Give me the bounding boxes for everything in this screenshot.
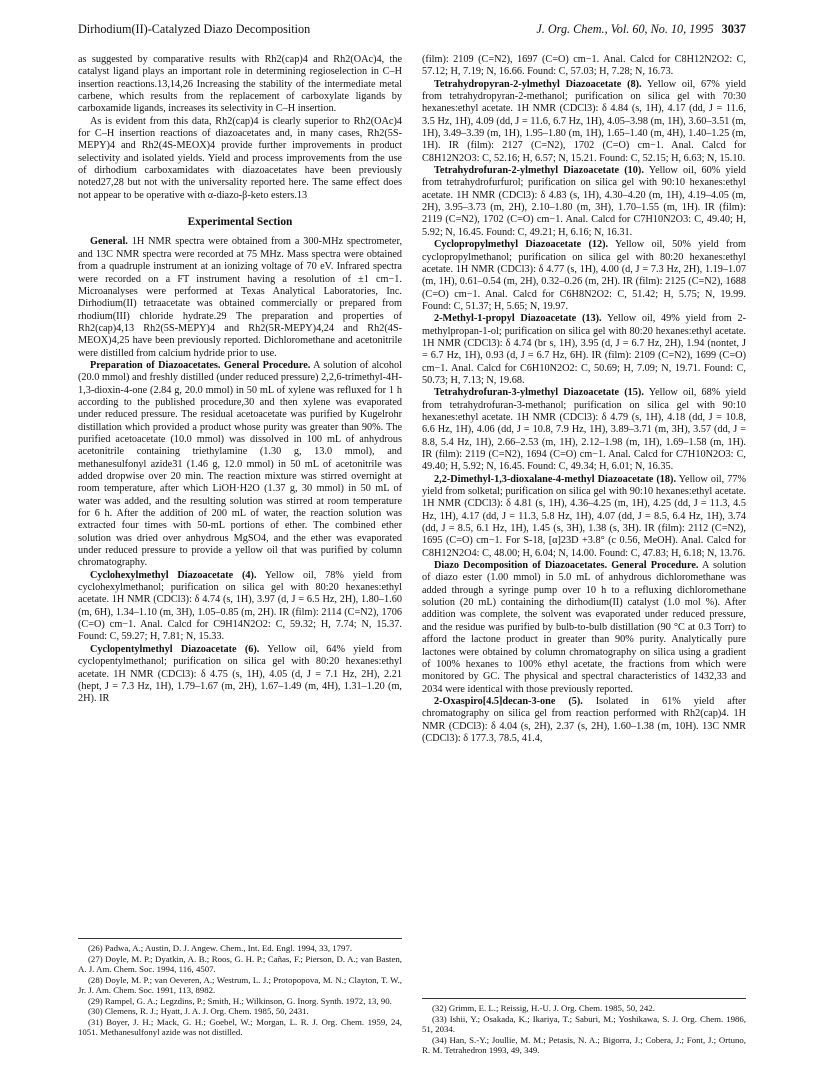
page-number: 3037 (721, 22, 746, 36)
running-header (78, 22, 746, 40)
thf2-text: Yellow oil, 60% yield from tetrahydrofurfurol; purification on silica gel with 90:10 hexanes:ethyl acetate. 1H NMR (CDCl3): δ 4.83 (s, 1H), 4.30–4.20 (m, 1H), 4.19–4.05 (m, 2H), 3.95–3.73 (m, 2H), 2.10–1.80 (m, 3H), 1.70–1.55 (m, 1H). IR (film): 2119 (C=N2), 1702 (C=O) cm−1. Anal. Calcd for C7H10N2O3: C, 49.40; H, 5.92; N, 16.45. Found: C, 49.21; H, 6.16; N, 16.31. (422, 165, 746, 238)
cyclohexyl-paragraph (78, 570, 402, 644)
footnote-33: (33) Ishii, Y.; Osakada, K.; Ikariya, T.; Saburi, M.; Yoshikawa, S. J. Org. Chem. 1986, 51, 2034. (422, 1013, 746, 1034)
intro-paragraph-2: As is evident from this data, Rh2(cap)4 is clearly superior to Rh2(OAc)4 for C–H insertion reactions of diazoacetates and, in many cases, Rh2(5S-MEPY)4 and Rh2(4S-MEOX)4 provide further improvements in product selectivity and isolated yields. Yield and process improvements from the use of dirhodium carboxamidates with diazoacetates have been previously noted27,28 but not with the universality reported here. The same effect does not appear to be operative with α-diazo-β-keto esters.13 (78, 115, 402, 201)
cyclopentyl-paragraph (78, 644, 402, 706)
cyclopentyl-text: Yellow oil, 64% yield from cyclopentylmethanol; purification on silica gel with 80:20 hexanes:ethyl acetate. 1H NMR (CDCl3): δ 4.75 (s, 1H), 4.05 (d, J = 7.1 Hz, 2H), 2.21 (hept, J = 7.3 Hz, 1H), 1.79–1.67 (m, 2H), 1.67–1.49 (m, 4H), 1.31–1.20 (m, 2H). IR (78, 643, 402, 705)
footnote-29: (29) Rampel, G. A.; Legzdins, P.; Smith, H.; Wilkinson, G. Inorg. Synth. 1972, 13, 90. (88, 995, 392, 1006)
dioxolane-paragraph (422, 474, 746, 560)
decomposition-text: A solution of diazo ester (1.00 mmol) in 5.0 mL of anhydrous dichloromethane was added through a syringe pump over 10 h to a refluxing dichloromethane solution (20 mL) containing the dirhodium(II) catalyst (1.0 mol %). After addition was complete, the solvent was evaporated under reduced pressure, and the residue was purified by bulb-to-bulb distillation (90 °C at 0.3 Torr) to afford the lactone product in greater than 90% purity. Analytically pure lactones were obtained by column chromatography on silica using a gradient of 100% hexanes to 100% ethyl acetate, the fractions from which were monitored by GC. The physical and spectral characteristics of 1432,33 and 2034 were identical with those previously reported. (422, 560, 747, 695)
thp-heading: Tetrahydropyran-2-ylmethyl Diazoacetate (8). (434, 78, 642, 90)
right-column (422, 54, 746, 745)
dioxolane-text: Yellow oil, 77% yield from solketal; purification on silica gel with 90:10 hexanes:ethyl acetate. 1H NMR (CDCl3): δ 4.81 (s, 1H), 4.36–4.25 (m, 1H), 4.25 (dd, J = 11.3, 4.5 Hz, 1H), 4.17 (dd, J = 11.3, 5.8 Hz, 1H), 4.07 (dd, J = 8.5, 6.4 Hz, 1H), 3.74 (dd, J = 8.5, 6.1 Hz, 1H), 1.45 (s, 3H), 1.38 (s, 3H). IR (film): 2112 (C=N2), 1695 (C=O) cm−1. For S-18, [α]23D +3.8° (c 0.56, MeOH). Anal. Calcd for C8H12N2O4: C, 48.00; H, 6.04; N, 14.00. Found: C, 47.83; H, 6.18; N, 13.76. (422, 473, 747, 559)
footnote-32: (32) Grimm, E. L.; Reissig, H.-U. J. Org. Chem. 1985, 50, 242. (432, 1003, 655, 1013)
cyclopropyl-text: Yellow oil, 50% yield from cyclopropylmethanol; purification on silica gel with 80:20 hexanes:ethyl acetate. 1H NMR (CDCl3): δ 4.77 (s, 1H), 4.00 (d, J = 7.3 Hz, 2H), 1.19–1.07 (m, 1H), 0.61–0.54 (m, 2H), 0.32–0.26 (m, 2H). IR (film): 2125 (C=N2), 1688 (C=O) cm−1. Anal. Calcd for C6H8N2O2: C, 51.42; H, 5.75; N, 19.99. Found: C, 51.37; H, 5.65; N, 19.97. (422, 239, 746, 312)
cyclopentyl-heading: Cyclopentylmethyl Diazoacetate (6). (90, 643, 260, 655)
general-heading: General. (90, 236, 128, 248)
preparation-text: A solution of alcohol (20.0 mmol) and freshly distilled (under reduced pressure) 2,2,6-trimethyl-4H-1,3-dioxin-4-one (2.84 g, 20.0 mmol) in 50 mL of xylene was refluxed for 1 h according to the published procedure,30 and then xylene was evaporated under reduced pressure. The residual acetoacetate was purified by Kugelrohr distillation which provided a product whose purity was greater than 90%. The purified acetoacetate (10.0 mmol) was dissolved in 100 mL of anhydrous acetonitrile containing triethylamine (1.30 g, 13.0 mmol), and methanesulfonyl azide31 (1.46 g, 12.0 mmol) in 50 mL of acetonitrile was added dropwise over 20 min. The reaction mixture was stirred overnight at room temperature, after which LiOH·H2O (1.37 g, 30 mmol) in 50 mL of water was added, and the resulting solution was stirred at room temperature for 6 h. After the addition of 200 mL of water, the reaction solution was extracted four times with 50-mL portions of ether. The combined ether solution was dried over anhydrous MgSO4, and the ether was evaporated under reduced pressure to provide a yellow oil that was purified by column chromatography. (78, 359, 402, 569)
footnote-rule (422, 998, 746, 999)
journal-name: J. Org. Chem., Vol. 60, No. 10, 1995 (536, 22, 714, 36)
continued-text: (film): 2109 (C=N2), 1697 (C=O) cm−1. Anal. Calcd for C8H12N2O2: C, 57.12; H, 7.19; N, 16.66. Found: C, 57.03; H, 7.28; N, 16.73. (422, 54, 746, 78)
cyclohexyl-text: Yellow oil, 78% yield from cyclohexylmethanol; purification on silica gel with 80:20 hexanes:ethyl acetate. 1H NMR (CDCl3): δ 4.74 (s, 1H), 3.97 (d, J = 6.5 Hz, 2H), 1.80–1.60 (m, 6H), 1.34–1.10 (m, 3H), 1.05–0.85 (m, 2H). IR (film): 2114 (C=N2), 1706 (C=O) cm−1. Anal. Calcd for C9H14N2O2: C, 59.32; H, 7.74; N, 15.37. Found: C, 59.27; H, 7.81; N, 15.33. (78, 569, 402, 643)
section-title-experimental: Experimental Section (187, 216, 293, 229)
footnote-31: (31) Boyer, J. H.; Mack, G. H.; Goebel, W.; Morgan, L. R. J. Org. Chem. 1959, 24, 1051. Methanesulfonyl azide was not distilled. (78, 1016, 402, 1037)
dioxolane-heading: 2,2-Dimethyl-1,3-dioxalane-4-methyl Diazoacetate (18). (434, 473, 677, 485)
footnote-30: (30) Clemens, R. J.; Hyatt, J. A. J. Org. Chem. 1985, 50, 2431. (88, 1006, 309, 1016)
oxaspiro-paragraph (422, 696, 746, 745)
general-paragraph (78, 236, 402, 359)
footnotes-left (78, 938, 402, 1038)
methylpropyl-heading: 2-Methyl-1-propyl Diazoacetate (13). (434, 313, 602, 325)
thf2-heading: Tetrahydrofuran-2-ylmethyl Diazoacetate (10). (434, 165, 644, 177)
cyclopropyl-paragraph (422, 239, 746, 313)
methylpropyl-paragraph (422, 313, 746, 387)
footnote-28: (28) Doyle, M. P.; van Oeveren, A.; Westrum, L. J.; Protopopova, M. N.; Clayton, T. W., Jr. J. Am. Chem. Soc. 1991, 113, 8982. (78, 974, 402, 995)
decomposition-paragraph (422, 560, 746, 696)
decomposition-heading: Diazo Decomposition of Diazoacetates. General Procedure. (434, 560, 699, 572)
left-column (78, 54, 402, 706)
oxaspiro-text: Isolated in 61% yield after chromatography on silica gel from reaction performed with Rh2(cap)4. 1H NMR (CDCl3): δ 4.04 (s, 2H), 2.37 (s, 2H), 1.60–1.38 (m, 10H). 13C NMR (CDCl3): δ 177.3, 78.5, 41.4, (422, 695, 746, 744)
thf3-paragraph (422, 387, 746, 473)
preparation-paragraph (78, 360, 402, 570)
methylpropyl-text: Yellow oil, 49% yield from 2-methylpropan-1-ol; purification on silica gel with 80:20 hexanes:ethyl acetate. 1H NMR (CDCl3): δ 4.74 (br s, 1H), 3.95 (d, J = 6.7 Hz, 2H), 1.94 (nontet, J = 6.7 Hz, 1H), 0.93 (d, J = 6.7 Hz, 6H). IR (film): 2109 (C=N2), 1699 (C=O) cm−1. Anal. Calcd for C6H10N2O2: C, 50.69; H, 7.09; N, 19.71. Found: C, 50.73; H, 7.13; N, 19.68. (422, 313, 747, 386)
journal-citation (536, 22, 746, 37)
footnote-27: (27) Doyle, M. P.; Dyatkin, A. B.; Roos, G. H. P.; Cañas, F.; Pierson, D. A.; van Basten, A. J. Am. Chem. Soc. 1994, 116, 4507. (78, 953, 402, 974)
cyclopropyl-heading: Cyclopropylmethyl Diazoacetate (12). (434, 239, 609, 251)
preparation-heading: Preparation of Diazoacetates. General Procedure. (90, 359, 311, 371)
thf2-paragraph (422, 165, 746, 239)
footnote-rule (78, 938, 402, 939)
oxaspiro-heading: 2-Oxaspiro[4.5]decan-3-one (5). (434, 695, 583, 707)
footnote-34: (34) Han, S.-Y.; Joullie, M. M.; Petasis, N. A.; Bigorra, J.; Cobera, J.; Font, J.; Ortuno, R. M. Tetrahedron 1993, 49, 349. (422, 1034, 746, 1055)
general-text: 1H NMR spectra were obtained from a 300-MHz spectrometer, and 13C NMR spectra were recorded at 75 MHz. Mass spectra were obtained from a quadruple instrument at an ionizing voltage of 70 eV. Infrared spectra were recorded on a FT instrument having a resolution of ±1 cm−1. Microanalyses were performed at Texas Analytical Laboratories, Inc. Dirhodium(II) tetraacetate was obtained commercially or prepared from rhodium(III) chloride hydrate.29 The preparation and properties of Rh2(cap)4,13 Rh2(5S-MEPY)4 and Rh2(5R-MEPY)4,24 and Rh2(4S-MEOX)4,25 have been previously reported. Dichloromethane and acetonitrile were distilled from calcium hydride prior to use. (78, 236, 403, 359)
thp-text: Yellow oil, 67% yield from tetrahydropyran-2-methanol; purification on silica gel with 70:30 hexanes:ethyl acetate. 1H NMR (CDCl3): δ 4.84 (s, 1H), 4.17 (dd, J = 11.6, 3.5 Hz, 1H), 4.09 (dd, J = 11.6, 6.7 Hz, 1H), 4.05–3.98 (m, 1H), 3.60–3.51 (m, 1H), 3.49–3.39 (m, 1H), 1.95–1.80 (m, 1H), 1.65–1.40 (m, 4H), 1.40–1.25 (m, 1H). IR (film): 2127 (C=N2), 1702 (C=O) cm−1. Anal. Calcd for C8H12N2O3: C, 52.16; H, 6.57; N, 15.21. Found: C, 52.15; H, 6.63; N, 15.10. (422, 78, 746, 164)
footnotes-right (422, 998, 746, 1056)
thp-paragraph (422, 79, 746, 165)
thf3-text: Yellow oil, 68% yield from tetrahydrofuran-3-methanol; purification on silica gel with 90:10 hexanes:ethyl acetate. 1H NMR (CDCl3): δ 4.79 (s, 1H), 4.18 (dd, J = 10.8, 6.6 Hz, 1H), 4.06 (dd, J = 10.8, 7.9 Hz, 1H), 3.89–3.71 (m, 3H), 3.57 (dd, J = 8.8, 5.4 Hz, 1H), 2.66–2.53 (m, 1H), 2.12–1.98 (m, 1H), 1.69–1.58 (m, 1H). IR (film): 2119 (C=N2), 1694 (C=O) cm−1. Anal. Calcd for C7H10N2O3: C, 49.40; H, 5.92; N, 16.45. Found: C, 49.34; H, 6.01; N, 16.35. (422, 387, 746, 473)
thf3-heading: Tetrahydrofuran-3-ylmethyl Diazoacetate (15). (434, 387, 644, 399)
running-title: Dirhodium(II)-Catalyzed Diazo Decomposition (78, 22, 311, 36)
intro-paragraph-1: as suggested by comparative results with Rh2(cap)4 and Rh2(OAc)4, the catalyst ligand plays an important role in determining regioselection in C–H insertion reactions.13,14,26 Increasing the stability of the intermediate metal carbene, which results from the replacement of carboxylate ligands by carboxamide ligands, increases its selectivity in C–H insertion. (78, 54, 402, 115)
footnote-26: (26) Padwa, A.; Austin, D. J. Angew. Chem., Int. Ed. Engl. 1994, 33, 1797. (88, 943, 353, 953)
cyclohexyl-heading: Cyclohexylmethyl Diazoacetate (4). (90, 569, 257, 581)
